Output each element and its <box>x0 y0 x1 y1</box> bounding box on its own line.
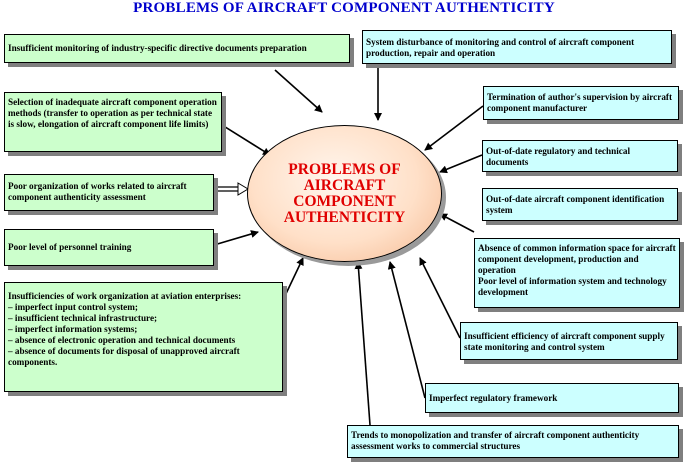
arrow-right-3 <box>440 155 482 172</box>
right-box-3: Out-of-date regulatory and technical documents <box>482 140 678 172</box>
right-box-2: Termination of author's supervision by aircraft component manufacturer <box>483 86 679 120</box>
arrow-left-5 <box>283 258 303 300</box>
arrow-right-8 <box>358 262 370 425</box>
right-box-5: Absence of common information space for aircraft component development, production and operation Poor level of information system and technology development <box>474 238 680 308</box>
right-box-7: Imperfect regulatory framework <box>425 383 679 413</box>
right-box-6: Insufficient efficiency of aircraft component supply state monitoring and control system <box>460 322 678 360</box>
left-box-3: Poor organization of works related to aircraft component authenticity assessment <box>4 174 214 211</box>
left-box-5: Insufficiencies of work organization at aviation enterprises: – imperfect input control system; – insufficient technical infrastructure; – imperfect information systems; – absence of electronic operation and technical documents – absence of documents for disposal of unapproved aircraft components. <box>4 282 283 392</box>
arrow-left-1 <box>275 70 322 112</box>
arrow-right-7 <box>390 262 425 398</box>
central-problem-label: PROBLEMS OF AIRCRAFT COMPONENT AUTHENTICITY <box>283 160 406 226</box>
arrow-right-5 <box>440 214 474 232</box>
arrow-right-6 <box>420 258 460 338</box>
central-problem-ellipse <box>247 125 442 262</box>
right-box-4: Out-of-date aircraft component identification system <box>482 188 678 221</box>
left-box-1: Insufficient monitoring of industry-specific directive documents preparation <box>4 34 350 63</box>
left-box-4: Poor level of personnel training <box>4 229 214 266</box>
right-box-1: System disturbance of monitoring and control of aircraft component production, repair and operation <box>362 30 672 64</box>
left-box-2: Selection of inadequate aircraft component operation methods (transfer to operation as per technical state is slow, elongation of aircraft component life limits) <box>4 92 222 152</box>
right-box-8: Trends to monopolization and transfer of aircraft component authenticity assessment works to commercial structures <box>347 425 679 458</box>
arrow-left-2 <box>222 125 270 155</box>
arrow-right-2 <box>425 106 483 150</box>
diagram-title: PROBLEMS OF AIRCRAFT COMPONENT AUTHENTICITY <box>133 0 555 16</box>
arrow-left-4 <box>214 232 258 245</box>
